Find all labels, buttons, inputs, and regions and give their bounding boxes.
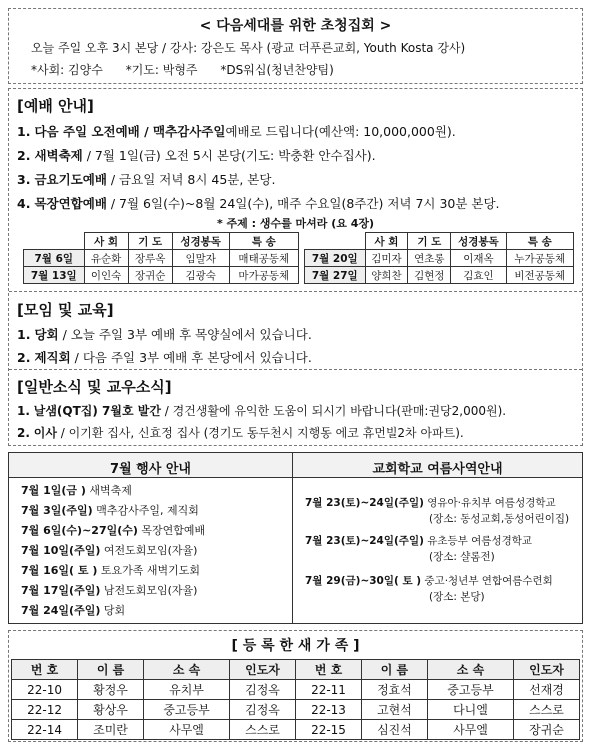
news-item-2: 2. 이사 / 이기환 집사, 신효정 집사 (경기도 동두천시 지행동 에코 휴먼빌2차 아파트). xyxy=(17,426,464,440)
events-box xyxy=(8,452,583,624)
invitation-title: < 다음세대를 위한 초청집회 > xyxy=(199,18,392,34)
newcomers-heading: [ 등 록 한 새 가 족 ] xyxy=(231,638,360,654)
duty-table-right: 사 회 기 도 성경봉독 특 송 7월 20일 김미자 연초롱 이재옥 누가공동체 7월 27일 양희찬 김현정 김효인 비전공동체 xyxy=(304,232,574,284)
section-divider xyxy=(9,291,582,292)
newcomers-table xyxy=(11,659,580,740)
section-divider xyxy=(9,369,582,370)
july-event-item: 7월 24일(주일) 당회 xyxy=(21,604,126,617)
worship-item-4: 4. 목장연합예배 / 7월 6일(수)~8월 24일(수), 매주 수요일(8주간) 저녁 7시 30분 본당. xyxy=(17,196,500,211)
july-events-heading: 7월 행사 안내 xyxy=(110,462,191,477)
table-row: 22-12 황상우 중고등부 김정옥 22-13 고현석 다니엘 스스로 xyxy=(12,700,580,720)
summer-item: 7월 29(금)~30일( 토 ) 중고·청년부 연합여름수련회 xyxy=(305,575,553,587)
table-row: 22-10 황정우 유치부 김정옥 22-11 정효석 중고등부 선재경 xyxy=(12,680,580,700)
meeting-heading: [모임 및 교육] xyxy=(17,301,114,319)
duty-row: 7월 13일 이인숙 장귀순 김광숙 마가공동체 xyxy=(24,267,299,284)
summer-heading: 교회학교 여름사역안내 xyxy=(372,462,503,477)
table-row: 22-14 조미란 사무엘 스스로 22-15 심진석 사무엘 장귀순 xyxy=(12,720,580,740)
events-column-divider xyxy=(292,453,293,623)
duty-row: 7월 6일 유순화 장루옥 임말자 매태공동체 xyxy=(24,250,299,267)
july-event-item: 7월 16일( 토 ) 토요가족 새벽기도회 xyxy=(21,564,201,577)
meeting-item-2: 2. 제직회 / 다음 주일 3부 예배 후 본당에서 있습니다. xyxy=(17,350,312,365)
news-item-1: 1. 날샘(QT집) 7월호 발간 / 경건생활에 유익한 도움이 되시기 바랍니다(판매:권당2,000원). xyxy=(17,404,507,418)
invitation-box xyxy=(8,8,583,84)
duty-row: 7월 20일 김미자 연초롱 이재옥 누가공동체 xyxy=(305,250,574,267)
table-header-row: 번 호 이 름 소 속 인도자 번 호 이 름 소 속 인도자 xyxy=(12,660,580,680)
july-event-item: 7월 10일(주일) 여전도회모임(자율) xyxy=(21,544,198,557)
summer-item-place: (장소: 동성교회,동성어린이집) xyxy=(429,513,570,525)
worship-theme: * 주제 : 생수를 마셔라 (요 4장) xyxy=(216,217,375,230)
summer-item: 7월 23(토)~24일(주일) 유초등부 여름성경학교 xyxy=(305,535,533,547)
duty-row: 7월 27일 양희찬 김현정 김효인 비전공동체 xyxy=(305,267,574,284)
meeting-item-1: 1. 당회 / 오늘 주일 3부 예배 후 목양실에서 있습니다. xyxy=(17,327,312,342)
july-event-item: 7월 1일(금 ) 새벽축제 xyxy=(21,484,132,497)
worship-item-3: 3. 금요기도예배 / 금요일 저녁 8시 45분, 본당. xyxy=(17,172,276,187)
july-event-item: 7월 6일(수)~27일(수) 목장연합예배 xyxy=(21,524,206,537)
summer-item-place: (장소: 샬롬전) xyxy=(429,551,495,563)
newcomers-box xyxy=(8,630,583,742)
news-heading: [일반소식 및 교우소식] xyxy=(17,378,172,396)
summer-item-place: (장소: 본당) xyxy=(429,591,485,603)
announcements-box xyxy=(8,88,583,446)
summer-item: 7월 23(토)~24일(주일) 영유아·유치부 여름성경학교 xyxy=(305,497,556,509)
invitation-line2: *사회: 김양수 *기도: 박형주 *DS워십(청년찬양팀) xyxy=(31,63,334,77)
worship-heading: [예배 안내] xyxy=(17,97,94,115)
worship-item-2: 2. 새벽축제 / 7월 1일(금) 오전 5시 본당(기도: 박충환 안수집사). xyxy=(17,148,376,163)
worship-item-1: 1. 다음 주일 오전예배 / 맥추감사주일예배로 드립니다(예산액: 10,000,000원). xyxy=(17,124,456,139)
duty-table-left: 사 회 기 도 성경봉독 특 송 7월 6일 유순화 장루옥 임말자 매태공동체 7월 13일 이인숙 장귀순 김광숙 마가공동체 xyxy=(23,232,299,284)
july-event-item: 7월 17일(주일) 남전도회모임(자율) xyxy=(21,584,198,597)
july-event-item: 7월 3일(주일) 맥추감사주일, 제직회 xyxy=(21,504,199,517)
invitation-line1: 오늘 주일 오후 3시 본당 / 강사: 강은도 목사 (광교 더푸른교회, Youth Kosta 강사) xyxy=(31,41,466,55)
